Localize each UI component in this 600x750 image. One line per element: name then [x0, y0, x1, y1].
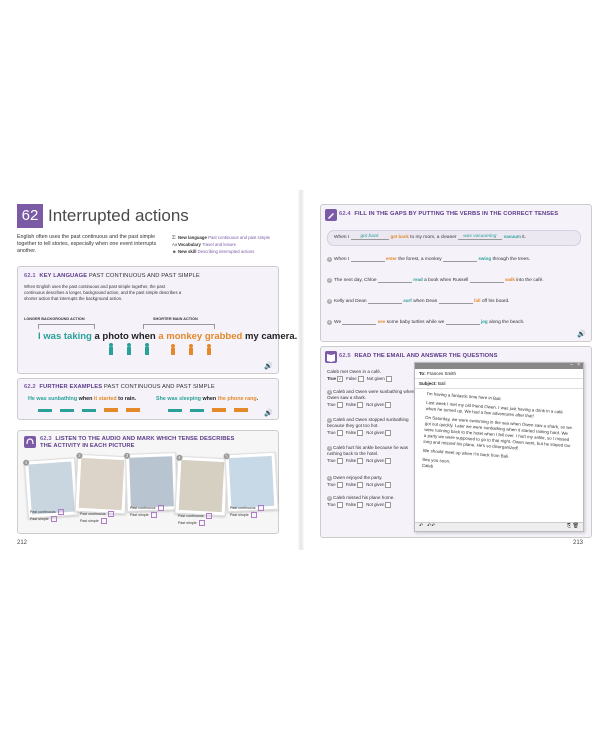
reply-icon[interactable]: ↶ [419, 523, 424, 529]
reply-all-icon[interactable]: ↶↶ [427, 523, 436, 529]
skill-vocabulary: AaVocabulary Travel and leisure [172, 242, 236, 247]
label-shorter-action: SHORTER MAIN ACTION [153, 317, 198, 321]
question-row-3: 3 Kelly and Dean surf when Dean fall off his board. [328, 298, 510, 304]
answer-blank[interactable] [368, 298, 402, 304]
page-title: Interrupted actions [48, 206, 189, 225]
answer-blank[interactable] [443, 256, 477, 262]
close-icon[interactable]: × [577, 362, 580, 368]
answer-blank[interactable] [351, 256, 385, 262]
section-heading: 62.2 FURTHER EXAMPLES PAST CONTINUOUS AND PAST SIMPLE [24, 384, 215, 390]
silhouette-illustration [103, 341, 223, 361]
pencil-icon [325, 209, 337, 221]
choice-5-continuous[interactable]: Past continuous [230, 505, 264, 511]
not-given-checkbox[interactable] [386, 376, 392, 382]
not-given-checkbox[interactable] [385, 458, 391, 464]
true-checkbox-checked[interactable]: ✓ [338, 376, 342, 381]
choice-4-simple[interactable]: Past simple [178, 520, 205, 526]
choice-5-simple[interactable]: Past simple [230, 512, 257, 518]
example-row: When I got back get back to my room, a cleaner was vacuuming vacuum it. [327, 230, 581, 246]
false-checkbox[interactable] [358, 376, 364, 382]
headphones-icon [24, 436, 36, 448]
book-spread [0, 190, 600, 550]
photo-2: 2 [75, 454, 129, 515]
skills-list [172, 234, 290, 255]
section-heading: 62.5 READ THE EMAIL AND ANSWER THE QUESTIONS [339, 353, 498, 359]
email-body: I'm having a fantastic time here in Bali. Last week I met my old friend Owen. I was just having a drink in a café when he turned up. We had a few adventures after that! On Saturday, we were swimming in the sea when Owen saw a shark, so we got out quickly. Later we were sunbathing when it started raining hard. We were running back to the hotel when I fell over. I hurt my ankle, so I missed a party we were supposed to go to that night. Owen went, but he stayed too long and missed his plane. He's so disorganized! We should meet up when I'm back from Bali. See you soon, Caleb [421, 391, 573, 469]
false-checkbox[interactable] [357, 482, 363, 488]
section-heading: 62.3 LISTEN TO THE AUDIO AND MARK WHICH TENSE DESCRIBES THE ACTIVITY IN EACH PICTURE [40, 436, 235, 449]
skill-new-language: ⚿ New language Past continuous and past simple [172, 235, 270, 240]
question-row-2: 2 The next day, Chloe read a book when Russell walk into the café. [328, 277, 544, 283]
choice-4-continuous[interactable]: Past continuous [178, 513, 212, 519]
answer-blank[interactable] [439, 298, 473, 304]
right-page [304, 190, 600, 550]
question-1: 1 Caleb and Owen were sunbathing when Owen saw a shark. True False Not given [327, 389, 415, 408]
true-checkbox[interactable] [337, 458, 343, 464]
email-toolbar [415, 522, 583, 531]
unit-number: 62 [17, 204, 43, 228]
true-checkbox[interactable] [337, 430, 343, 436]
choice-2-simple[interactable]: Past simple [80, 518, 107, 524]
minimize-icon[interactable]: – [570, 362, 573, 368]
audio-icon[interactable]: 🔊 [264, 363, 273, 370]
false-checkbox[interactable] [357, 502, 363, 508]
answer-blank[interactable] [470, 277, 504, 283]
question-example: Caleb met Owen in a café. True ✓ False Not given [327, 369, 423, 382]
not-given-checkbox[interactable] [385, 402, 391, 408]
example-illustrations [38, 406, 268, 414]
photo-4: 4 [175, 456, 229, 517]
question-2: 2 Caleb and Owen stopped sunbathing because they got too hot. True False Not given [327, 417, 409, 436]
fill-gaps-panel [320, 204, 592, 342]
choice-3-continuous[interactable]: Past continuous [130, 505, 164, 511]
audio-icon[interactable]: 🔊 [577, 331, 586, 338]
true-checkbox[interactable] [337, 402, 343, 408]
page-number: 213 [572, 540, 583, 546]
example-sentence-1: He was sunbathing when it started to rain. [28, 396, 137, 402]
email-subject-field: Subject: Bali [415, 379, 583, 389]
key-language-panel [17, 266, 298, 374]
key-sentence: I was taking a photo when a monkey grabbed my camera. [38, 331, 298, 342]
label-longer-action: LONGER BACKGROUND ACTION [24, 317, 85, 321]
answer-blank[interactable] [446, 319, 480, 325]
choice-1-continuous[interactable]: Past continuous [30, 509, 64, 515]
false-checkbox[interactable] [357, 402, 363, 408]
audio-icon[interactable]: 🔊 [264, 410, 273, 417]
page-number: 212 [17, 540, 28, 546]
section-heading: 62.4 FILL IN THE GAPS BY PUTTING THE VERBS IN THE CORRECT TENSES [339, 211, 559, 217]
example-sentence-2: She was sleeping when the phone rang. [156, 396, 259, 402]
people-icon: ☻ [172, 249, 177, 254]
photo-3: 3 [125, 452, 178, 512]
choice-1-simple[interactable]: Past simple [30, 516, 57, 522]
not-given-checkbox[interactable] [385, 430, 391, 436]
not-given-checkbox[interactable] [385, 502, 391, 508]
vocabulary-icon: Aa [172, 242, 178, 247]
choice-3-simple[interactable]: Past simple [130, 512, 157, 518]
false-checkbox[interactable] [357, 430, 363, 436]
book-icon [325, 351, 337, 363]
not-given-checkbox[interactable] [385, 482, 391, 488]
question-row-1: 1 When I enter the forest, a monkey swing through the trees. [328, 256, 531, 262]
key-icon: ⚿ [172, 235, 176, 240]
answer-blank[interactable] [378, 277, 412, 283]
trash-icon[interactable]: 🗑 [572, 523, 579, 529]
intro-text: English often uses the past continuous and the past simple together to tell stories, especially when one event interrupts another. [17, 234, 157, 254]
bracket-long [38, 324, 95, 329]
false-checkbox[interactable] [357, 458, 363, 464]
photo-5: 5 [225, 452, 279, 513]
left-page [0, 190, 298, 550]
email-to-field: To: Frances Smith [415, 369, 583, 379]
email-window [414, 362, 584, 532]
question-5: 5 Caleb missed his plane home. True False Not given [327, 495, 395, 508]
true-checkbox[interactable] [337, 482, 343, 488]
photo-1: 1 [24, 457, 79, 518]
choice-2-continuous[interactable]: Past continuous [80, 511, 114, 517]
question-row-4: 4 We see some baby turtles while we jog along the beach. [328, 319, 525, 325]
answer-blank[interactable] [342, 319, 376, 325]
skill-new-skill: ☻New skill Describing interrupted actions [172, 249, 255, 254]
section-description: When English uses the past continuous and past simple together, the past continuous describes a longer, background action, and the past simple describes a shorter action that interrupts the background action. [24, 284, 182, 301]
question-3: 3 Caleb hurt his ankle because he was rushing back to the hotel. True False Not given [327, 445, 409, 464]
further-examples-panel [17, 378, 279, 420]
true-checkbox[interactable] [337, 502, 343, 508]
listening-panel [17, 430, 279, 534]
section-heading: 62.1 KEY LANGUAGE PAST CONTINUOUS AND PAST SIMPLE [24, 273, 200, 279]
question-4: 4 Owen enjoyed the party. True False Not given [327, 475, 423, 488]
bracket-short [143, 324, 215, 329]
attachment-icon[interactable]: ⎘ [566, 523, 571, 529]
